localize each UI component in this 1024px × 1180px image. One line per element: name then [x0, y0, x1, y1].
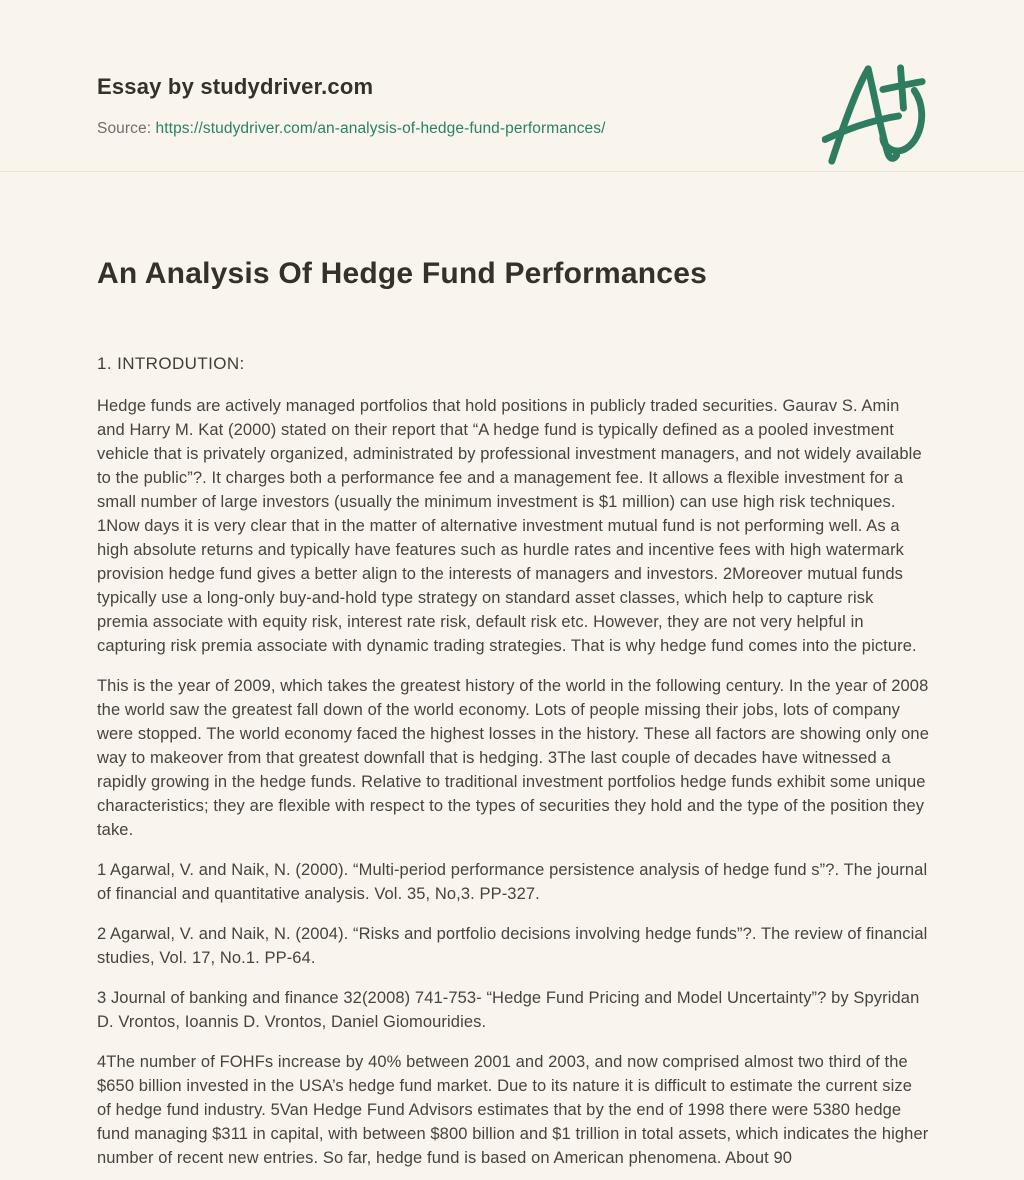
essay-article	[0, 257, 1024, 1170]
header-text-block	[97, 74, 606, 138]
essay-by-title: Essay by studydriver.com	[97, 74, 374, 99]
paragraph-reference-1: 1 Agarwal, V. and Naik, N. (2000). “Multi-period performance persistence analysis of hedge fund s”?. The journal of financial and quantitative analysis. Vol. 35, No,3. PP-327.	[97, 861, 928, 903]
paragraph-intro-2: This is the year of 2009, which takes the greatest history of the world in the following century. In the year of 2008 the world saw the greatest fall down of the world economy. Lots of people missing their jobs, lots of company were stopped. The world economy faced the highest losses in the history. These all factors are showing only one way to makeover from that greatest downfall that is hedging. 3The last couple of decades have witnessed a rapidly growing in the hedge funds. Relative to traditional investment portfolios hedge funds exhibit some unique characteristics; they are flexible with respect to the types of securities they hold and the type of the position they take.	[97, 677, 929, 839]
paragraph-reference-3: 3 Journal of banking and finance 32(2008) 741-753- “Hedge Fund Pricing and Model Uncertainty”? by Spyridan D. Vrontos, Ioannis D. Vrontos, Daniel Giomouridies.	[97, 989, 920, 1031]
paragraph-intro-1: Hedge funds are actively managed portfolios that hold positions in publicly traded securities. Gaurav S. Amin and Harry M. Kat (2000) stated on their report that “A hedge fund is typically defined as a pooled investment vehicle that is privately organized, administrated by professional investment managers, and not widely available to the public”?. It charges both a performance fee and a management fee. It allows a flexible investment for a small number of large investors (usually the minimum investment is $1 million) can use high risk techniques. 1Now days it is very clear that in the matter of alternative investment mutual fund is not performing well. As a high absolute returns and typically have features such as hurdle rates and incentive fees with high watermark provision hedge fund gives a better align to the interests of managers and investors. 2Moreover mutual funds typically use a long-only buy-and-hold type strategy on standard asset classes, which help to capture risk premia associate with equity risk, interest rate risk, default risk etc. However, they are not very helpful in capturing risk premia associate with dynamic trading strategies. That is why hedge fund comes into the picture.	[97, 397, 922, 655]
page-header	[0, 0, 1024, 172]
section-heading-introduction: 1. INTRODUTION:	[97, 354, 245, 373]
paragraph-intro-3: 4The number of FOHFs increase by 40% between 2001 and 2003, and now comprised almost two third of the $650 billion invested in the USA’s hedge fund market. Due to its nature it is difficult to estimate the current size of hedge fund industry. 5Van Hedge Fund Advisors estimates that by the end of 1998 there were 5380 hedge fund managing $311 in capital, with between $800 billion and $1 trillion in total assets, which indicates the higher number of recent new entries. So far, hedge fund is based on American phenomena. About 90	[97, 1053, 929, 1167]
source-label: Source:	[97, 120, 152, 137]
source-row	[97, 120, 606, 138]
source-url-link[interactable]: https://studydriver.com/an-analysis-of-hedge-fund-performances/	[155, 120, 606, 137]
article-title: An Analysis Of Hedge Fund Performances	[97, 257, 707, 290]
a-plus-logo-icon	[822, 59, 930, 169]
paragraph-reference-2: 2 Agarwal, V. and Naik, N. (2004). “Risks and portfolio decisions involving hedge funds”?. The review of financial studies, Vol. 17, No.1. PP-64.	[97, 925, 928, 967]
